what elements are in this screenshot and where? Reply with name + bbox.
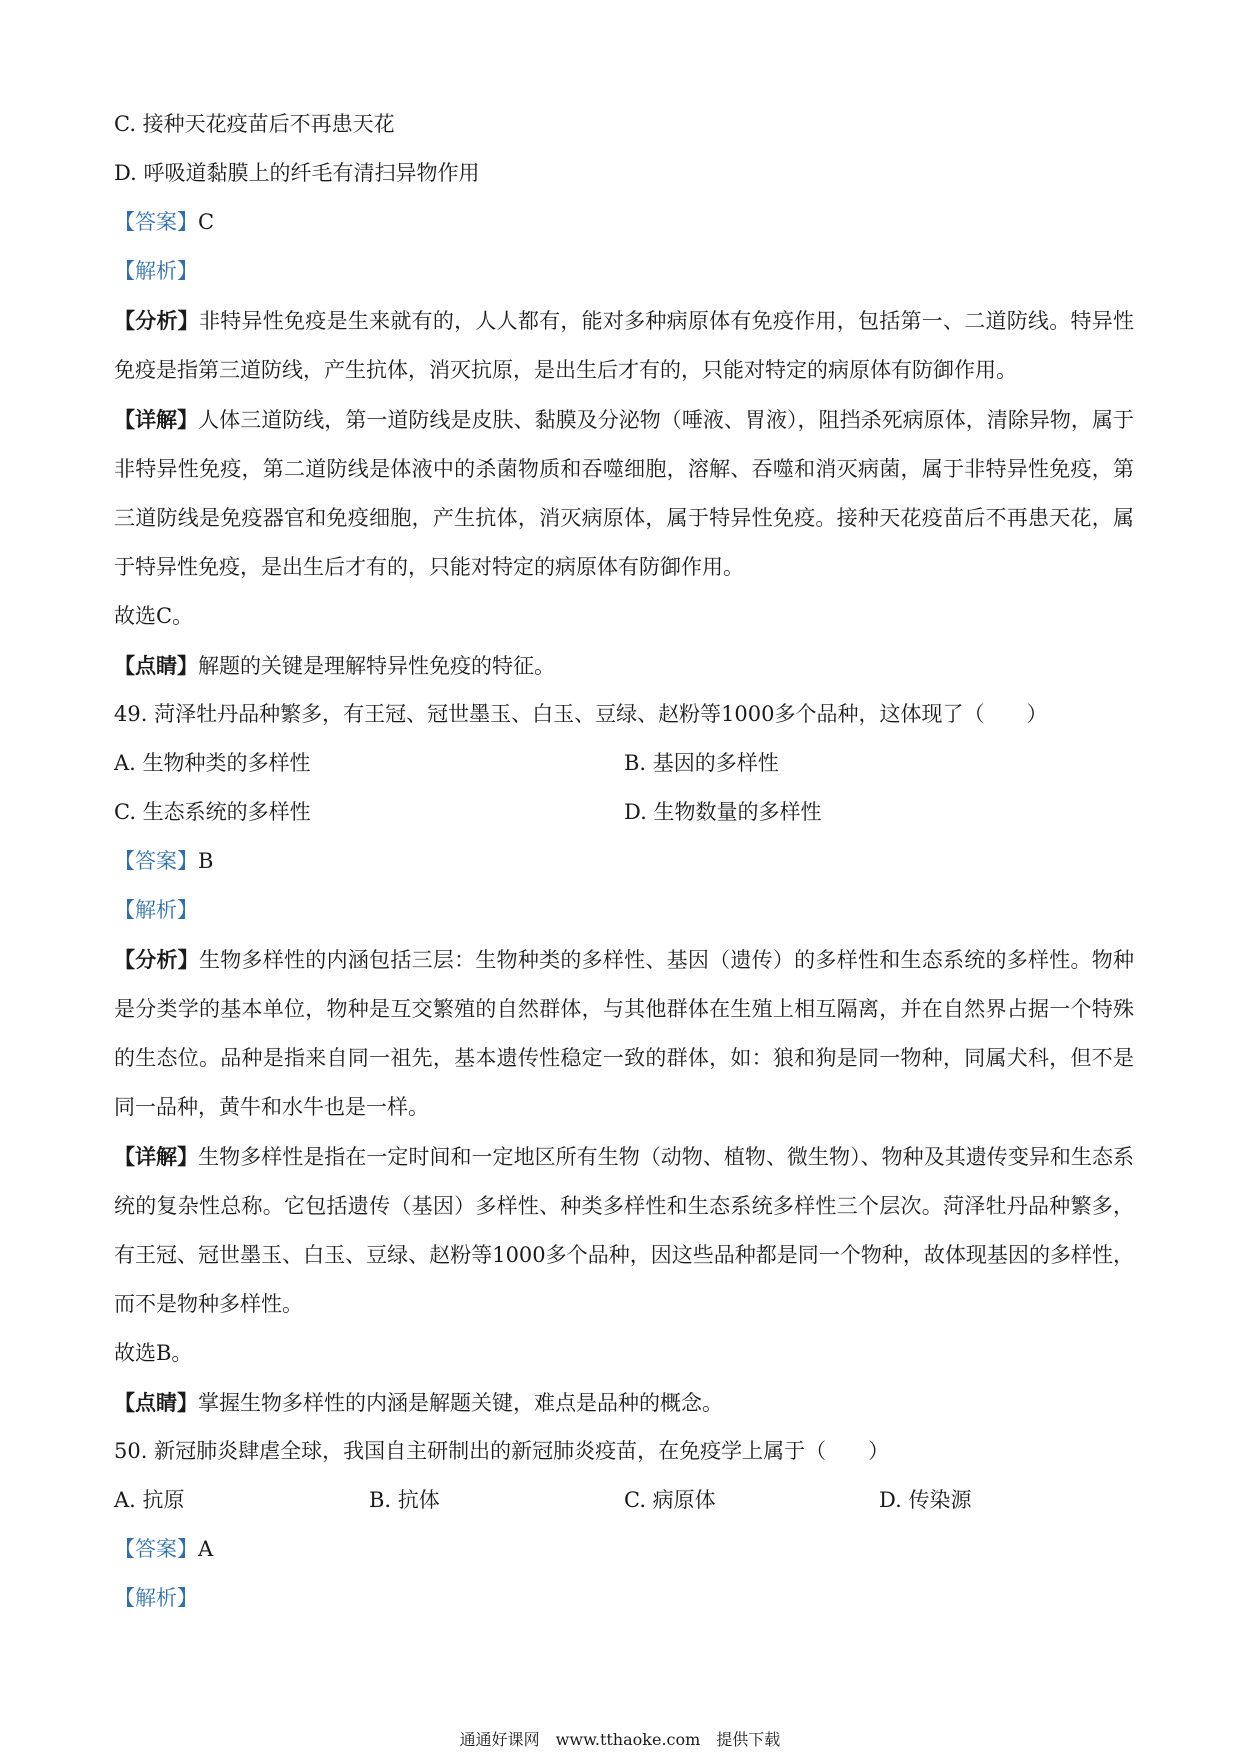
q48-dianjing	[114, 641, 1134, 690]
answer-label: 【答案】	[114, 849, 198, 873]
xiangjie-text: 人体三道防线，第一道防线是皮肤、黏膜及分泌物（唾液、胃液），阻挡杀死病原体，清除异物，属于非特异性免疫，第二道防线是体液中的杀菌物质和吞噬细胞，溶解、吞噬和消灭病菌，属于非特异性免疫，第三道防线是免疫器官和免疫细胞，产生抗体，消灭病原体，属于特异性免疫。接种天花疫苗后不再患天花，属于特异性免疫，是出生后才有的，只能对特定的病原体有防御作用。	[114, 408, 1134, 579]
q49-option-d: D. 生物数量的多样性	[624, 800, 822, 824]
page-footer: 通通好课网 www.tthaoke.com 提供下载	[459, 1730, 781, 1749]
q48-analysis-heading	[114, 247, 1134, 296]
dianjing-label: 【点睛】	[114, 1390, 198, 1415]
q50-analysis-heading	[114, 1574, 1134, 1623]
q50-options-row	[114, 1476, 1134, 1525]
q50-stem: 50. 新冠肺炎肆虐全球，我国自主研制出的新冠肺炎疫苗，在免疫学上属于（ ）	[114, 1439, 890, 1463]
q49-answer	[114, 837, 1134, 886]
q49-options-row-2	[114, 788, 1134, 837]
xiangjie-label: 【详解】	[114, 407, 199, 432]
xiangjie-label: 【详解】	[114, 1144, 199, 1169]
q49-dianjing	[114, 1378, 1134, 1427]
q49-option-b: B. 基因的多样性	[624, 751, 779, 775]
q49-options-row-1	[114, 739, 1134, 788]
q49-analysis-heading	[114, 886, 1134, 935]
q49-xiangjie	[114, 1132, 1134, 1329]
dianjing-text: 解题的关键是理解特异性免疫的特征。	[198, 654, 555, 678]
analysis-label: 【解析】	[114, 1586, 198, 1610]
dianjing-text: 掌握生物多样性的内涵是解题关键，难点是品种的概念。	[198, 1391, 723, 1415]
q48-conclusion: 故选C。	[114, 604, 194, 628]
answer-value: C	[198, 210, 215, 234]
q49-option-a: A. 生物种类的多样性	[114, 751, 311, 775]
q50-option-b: B. 抗体	[369, 1488, 440, 1512]
fenxi-label: 【分析】	[114, 308, 200, 333]
answer-value: B	[198, 849, 214, 873]
q49-conclusion: 故选B。	[114, 1341, 193, 1365]
q49-stem: 49. 菏泽牡丹品种繁多，有王冠、冠世墨玉、白玉、豆绿、赵粉等1000多个品种，这体现了（ ）	[114, 702, 1048, 726]
q48-option-c: C. 接种天花疫苗后不再患天花	[114, 112, 395, 136]
analysis-label: 【解析】	[114, 259, 198, 283]
dianjing-label: 【点睛】	[114, 653, 198, 678]
q50-answer	[114, 1525, 1134, 1574]
fenxi-text: 生物多样性的内涵包括三层：生物种类的多样性、基因（遗传）的多样性和生态系统的多样性。物种是分类学的基本单位，物种是互交繁殖的自然群体，与其他群体在生殖上相互隔离，并在自然界占据一个特殊的生态位。品种是指来自同一祖先，基本遗传性稳定一致的群体，如：狼和狗是同一物种，同属犬科，但不是同一品种，黄牛和水牛也是一样。	[114, 948, 1135, 1119]
q50-option-d: D. 传染源	[879, 1488, 972, 1512]
answer-label: 【答案】	[114, 1537, 198, 1561]
answer-label: 【答案】	[114, 210, 198, 234]
q48-option-d: D. 呼吸道黏膜上的纤毛有清扫异物作用	[114, 161, 480, 185]
q49-option-c: C. 生态系统的多样性	[114, 800, 311, 824]
q48-answer	[114, 198, 1134, 247]
q50-option-a: A. 抗原	[114, 1488, 185, 1512]
xiangjie-text: 生物多样性是指在一定时间和一定地区所有生物（动物、植物、微生物）、物种及其遗传变异和生态系统的复杂性总称。它包括遗传（基因）多样性、种类多样性和生态系统多样性三个层次。菏泽牡丹品种繁多，有王冠、冠世墨玉、白玉、豆绿、赵粉等1000多个品种，因这些品种都是同一个物种，故体现基因的多样性，而不是物种多样性。	[114, 1145, 1134, 1316]
answer-value: A	[198, 1537, 214, 1561]
q48-fenxi	[114, 296, 1134, 395]
fenxi-label: 【分析】	[114, 947, 200, 972]
document-page	[114, 100, 1134, 1623]
q48-xiangjie	[114, 395, 1134, 592]
analysis-label: 【解析】	[114, 898, 198, 922]
q49-fenxi	[114, 935, 1134, 1132]
fenxi-text: 非特异性免疫是生来就有的，人人都有，能对多种病原体有免疫作用，包括第一、二道防线。特异性免疫是指第三道防线，产生抗体，消灭抗原，是出生后才有的，只能对特定的病原体有防御作用。	[114, 309, 1135, 382]
q50-option-c: C. 病原体	[624, 1488, 716, 1512]
